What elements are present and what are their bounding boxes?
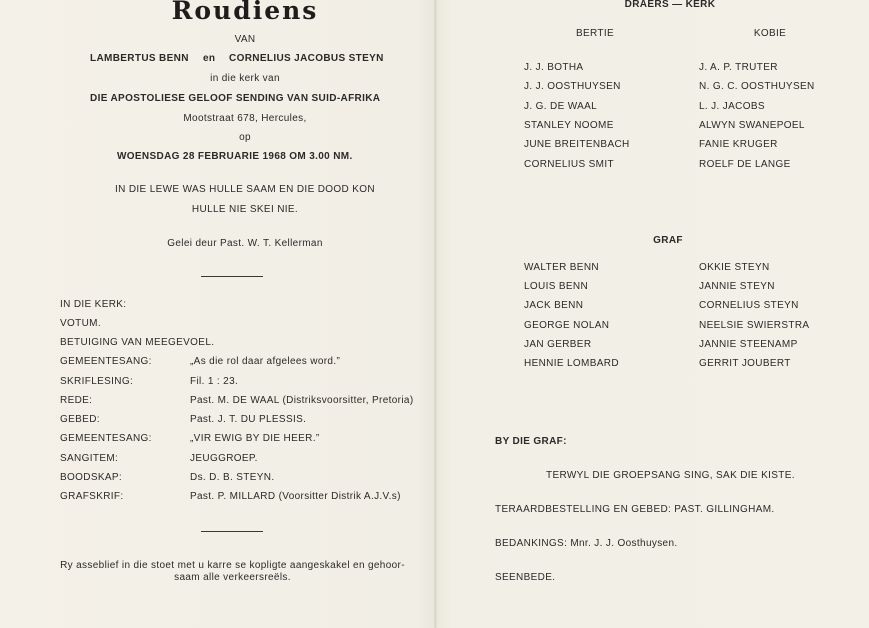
footer-line-2: saam alle verkeersreëls. — [174, 572, 291, 583]
list-item: JANNIE STEYN — [699, 281, 775, 292]
program-value: Fil. 1 : 23. — [190, 376, 239, 387]
program-label: GEMEENTESANG: — [60, 356, 152, 367]
list-item: STANLEY NOOME — [524, 120, 614, 131]
teraard-line: TERAARDBESTELLING EN GEBED: PAST. GILLINGHAM. — [495, 504, 775, 515]
list-item: J. J. OOSTHUYSEN — [524, 81, 621, 92]
list-item: CORNELIUS SMIT — [524, 159, 614, 170]
service-date: WOENSDAG 28 FEBRUARIE 1968 OM 3.00 NM. — [117, 151, 353, 162]
en-label: en — [203, 53, 216, 64]
program-label: GEMEENTESANG: — [60, 433, 152, 444]
program-label: GRAFSKRIF: — [60, 491, 124, 502]
list-item: N. G. C. OOSTHUYSEN — [699, 81, 815, 92]
program-value: Past. M. DE WAAL (Distriksvoorsitter, Pretoria) — [190, 395, 414, 406]
deceased-name-1: LAMBERTUS BENN — [90, 53, 189, 64]
van-label: VAN — [234, 34, 256, 45]
list-item: J. G. DE WAAL — [524, 101, 598, 112]
program-value: „VIR EWIG BY DIE HEER.” — [190, 433, 320, 444]
divider-bottom — [201, 531, 263, 532]
program-value: „As die rol daar afgelees word.” — [190, 356, 341, 367]
program-value: Past. P. MILLARD (Voorsitter Distrik A.J.V.s) — [190, 491, 401, 502]
kobie-heading: KOBIE — [753, 28, 787, 39]
list-item: GERRIT JOUBERT — [699, 358, 791, 369]
in-die-kerk-van: in die kerk van — [210, 73, 280, 84]
betuiging: BETUIGING VAN MEEGEVOEL. — [60, 337, 215, 348]
quote-line-1: IN DIE LEWE WAS HULLE SAAM EN DIE DOOD KON — [115, 184, 375, 195]
bedankings-line: BEDANKINGS: Mnr. J. J. Oosthuysen. — [495, 538, 678, 549]
program-value: JEUGGROEP. — [190, 453, 258, 464]
terwyl-line: TERWYL DIE GROEPSANG SING, SAK DIE KISTE. — [546, 470, 795, 481]
list-item: CORNELIUS STEYN — [699, 300, 799, 311]
bertie-heading: BERTIE — [575, 28, 615, 39]
seenbede-line: SEENBEDE. — [495, 572, 556, 583]
program-label: REDE: — [60, 395, 93, 406]
list-item: GEORGE NOLAN — [524, 320, 610, 331]
list-item: JANNIE STEENAMP — [699, 339, 798, 350]
list-item: JUNE BREITENBACH — [524, 139, 630, 150]
list-item: ROELF DE LANGE — [699, 159, 791, 170]
graf-heading: GRAF — [653, 235, 683, 246]
program-value: Past. J. T. DU PLESSIS. — [190, 414, 307, 425]
in-die-kerk-heading: IN DIE KERK: — [60, 299, 127, 310]
list-item: ALWYN SWANEPOEL — [699, 120, 805, 131]
program-label: GEBED: — [60, 414, 100, 425]
program-label: SKRIFLESING: — [60, 376, 134, 387]
page-fold — [434, 0, 437, 628]
church-name: DIE APOSTOLIESE GELOOF SENDING VAN SUID-AFRIKA — [90, 93, 381, 104]
list-item: JAN GERBER — [524, 339, 592, 350]
program-label: BOODSKAP: — [60, 472, 123, 483]
list-item: JACK BENN — [524, 300, 584, 311]
led-by: Gelei deur Past. W. T. Kellerman — [167, 238, 323, 249]
votum: VOTUM. — [60, 318, 101, 329]
quote-line-2: HULLE NIE SKEI NIE. — [191, 204, 299, 215]
program-label: SANGITEM: — [60, 453, 119, 464]
op-label: op — [239, 132, 251, 143]
list-item: HENNIE LOMBARD — [524, 358, 619, 369]
list-item: J. J. BOTHA — [524, 62, 584, 73]
list-item: NEELSIE SWIERSTRA — [699, 320, 810, 331]
list-item: OKKIE STEYN — [699, 262, 770, 273]
draers-heading: DRAERS — KERK — [624, 0, 716, 10]
list-item: LOUIS BENN — [524, 281, 589, 292]
by-die-graf-heading: BY DIE GRAF: — [495, 436, 567, 447]
deceased-name-2: CORNELIUS JACOBUS STEYN — [229, 53, 384, 64]
list-item: J. A. P. TRUTER — [699, 62, 778, 73]
list-item: FANIE KRUGER — [699, 139, 778, 150]
church-address: Mootstraat 678, Hercules, — [183, 113, 307, 124]
list-item: L. J. JACOBS — [699, 101, 765, 112]
list-item: WALTER BENN — [524, 262, 599, 273]
program-title: Roudiens — [171, 0, 319, 25]
divider-top — [201, 276, 263, 277]
footer-line-1: Ry asseblief in die stoet met u karre se kopligte aangeskakel en gehoor- — [60, 560, 405, 571]
program-value: Ds. D. B. STEYN. — [190, 472, 275, 483]
